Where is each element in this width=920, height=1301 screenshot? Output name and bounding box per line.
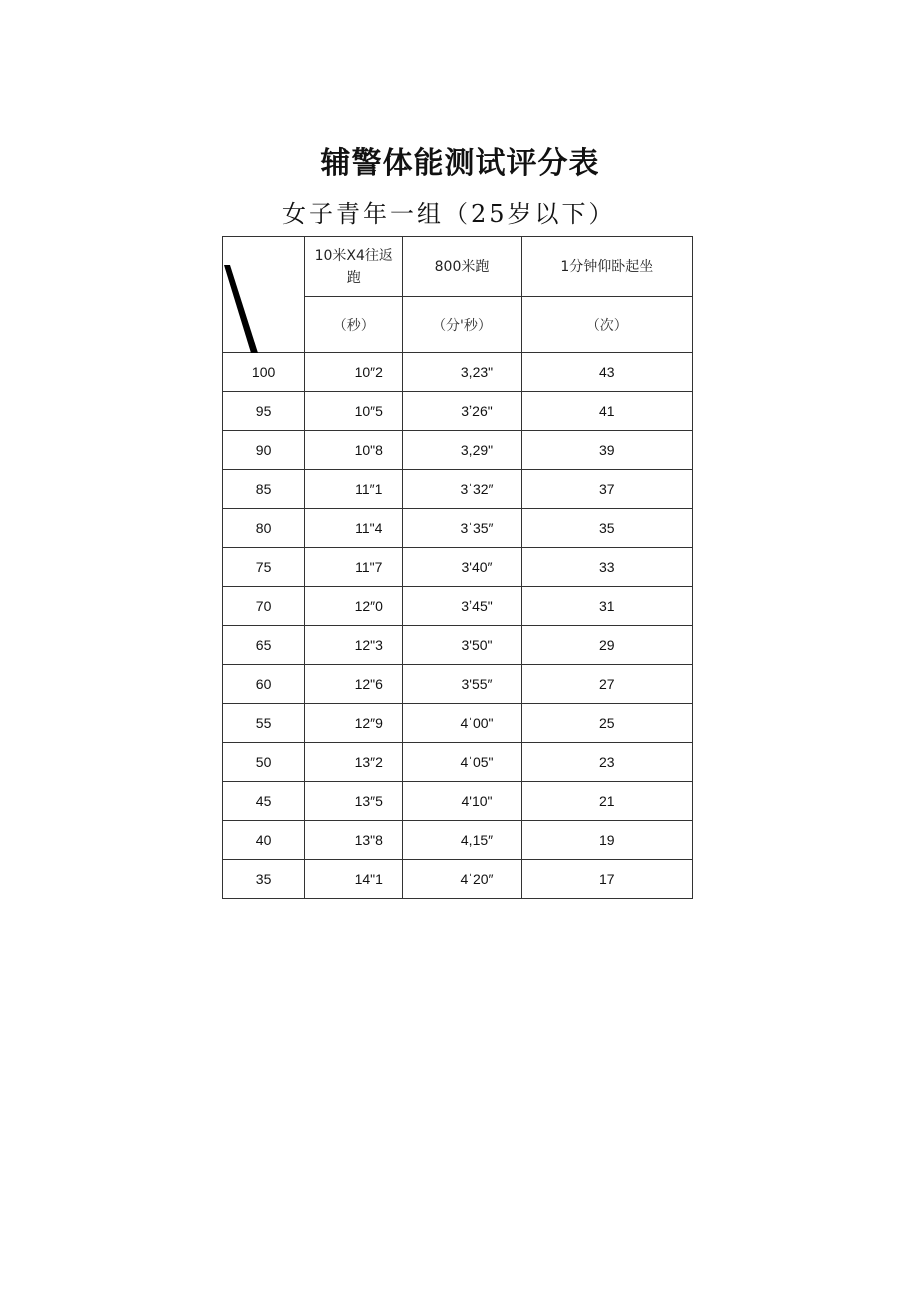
situps-cell: 25 — [521, 704, 692, 743]
unit-situps-label: （次） — [585, 317, 628, 334]
score-cell: 35 — [223, 860, 305, 899]
unit-situps — [521, 297, 692, 353]
table-row — [223, 821, 693, 860]
situps-cell: 41 — [521, 392, 692, 431]
table-row — [223, 431, 693, 470]
score-table — [222, 236, 693, 899]
unit-800m-run — [403, 297, 521, 353]
situps-cell: 35 — [521, 509, 692, 548]
shuttle-run-cell: 10″2 — [305, 353, 403, 392]
header-800m-run-label: 800米跑 — [434, 258, 490, 275]
situps-cell: 33 — [521, 548, 692, 587]
shuttle-run-cell: 12″9 — [305, 704, 403, 743]
table-row — [223, 665, 693, 704]
shuttle-run-cell: 13"8 — [305, 821, 403, 860]
table-row — [223, 548, 693, 587]
800m-run-cell: 4,15″ — [403, 821, 521, 860]
table-row — [223, 353, 693, 392]
800m-run-cell: 4ˈ00" — [403, 704, 521, 743]
score-cell: 60 — [223, 665, 305, 704]
table-row — [223, 509, 693, 548]
situps-cell: 39 — [521, 431, 692, 470]
situps-cell: 21 — [521, 782, 692, 821]
score-cell: 70 — [223, 587, 305, 626]
score-cell: 95 — [223, 392, 305, 431]
shuttle-run-cell: 13″5 — [305, 782, 403, 821]
table-row — [223, 860, 693, 899]
table-row — [223, 782, 693, 821]
score-cell: 90 — [223, 431, 305, 470]
800m-run-cell: 3ˈ35″ — [403, 509, 521, 548]
situps-cell: 23 — [521, 743, 692, 782]
score-cell: 80 — [223, 509, 305, 548]
800m-run-cell: 3,23" — [403, 353, 521, 392]
corner-cell — [223, 237, 305, 353]
score-cell: 40 — [223, 821, 305, 860]
800m-run-cell: 4ˈ05" — [403, 743, 521, 782]
shuttle-run-cell: 10″5 — [305, 392, 403, 431]
situps-cell: 27 — [521, 665, 692, 704]
score-cell: 45 — [223, 782, 305, 821]
800m-run-cell: 3'40″ — [403, 548, 521, 587]
800m-run-cell: 3ʼ26" — [403, 392, 521, 431]
800m-run-cell: 3ʼ45" — [403, 587, 521, 626]
situps-cell: 19 — [521, 821, 692, 860]
shuttle-run-cell: 13″2 — [305, 743, 403, 782]
shuttle-run-cell: 10"8 — [305, 431, 403, 470]
situps-cell: 29 — [521, 626, 692, 665]
800m-run-cell: 4ˈ20″ — [403, 860, 521, 899]
800m-run-cell: 4'10" — [403, 782, 521, 821]
table-row — [223, 470, 693, 509]
shuttle-run-cell: 12"6 — [305, 665, 403, 704]
table-row — [223, 743, 693, 782]
score-cell: 65 — [223, 626, 305, 665]
header-row — [223, 237, 693, 297]
shuttle-run-cell: 14"1 — [305, 860, 403, 899]
situps-cell: 31 — [521, 587, 692, 626]
page-subtitle: 女子青年一组（25岁以下） — [282, 200, 616, 228]
table-row — [223, 626, 693, 665]
score-cell: 85 — [223, 470, 305, 509]
header-shuttle-run — [305, 237, 403, 297]
situps-cell: 43 — [521, 353, 692, 392]
score-cell: 50 — [223, 743, 305, 782]
situps-cell: 37 — [521, 470, 692, 509]
header-shuttle-run-label: 10米X4往返跑 — [314, 247, 393, 286]
shuttle-run-cell: 12"3 — [305, 626, 403, 665]
800m-run-cell: 3,29" — [403, 431, 521, 470]
diagonal-slash-icon — [223, 237, 305, 353]
score-cell: 75 — [223, 548, 305, 587]
800m-run-cell: 3ˈ32″ — [403, 470, 521, 509]
table-row — [223, 587, 693, 626]
unit-shuttle-run-label: （秒） — [332, 317, 375, 334]
table-row — [223, 704, 693, 743]
score-cell: 100 — [223, 353, 305, 392]
800m-run-cell: 3'55″ — [403, 665, 521, 704]
shuttle-run-cell: 11″1 — [305, 470, 403, 509]
shuttle-run-cell: 11"7 — [305, 548, 403, 587]
score-cell: 55 — [223, 704, 305, 743]
800m-run-cell: 3'50" — [403, 626, 521, 665]
table-row — [223, 392, 693, 431]
header-situps-label: 1分钟仰卧起坐 — [560, 258, 654, 275]
shuttle-run-cell: 11"4 — [305, 509, 403, 548]
page-title: 辅警体能测试评分表 — [320, 146, 600, 181]
shuttle-run-cell: 12″0 — [305, 587, 403, 626]
situps-cell: 17 — [521, 860, 692, 899]
header-800m-run — [403, 237, 521, 297]
header-situps — [521, 237, 692, 297]
unit-800m-run-label: （分'秒） — [432, 317, 492, 334]
unit-shuttle-run — [305, 297, 403, 353]
